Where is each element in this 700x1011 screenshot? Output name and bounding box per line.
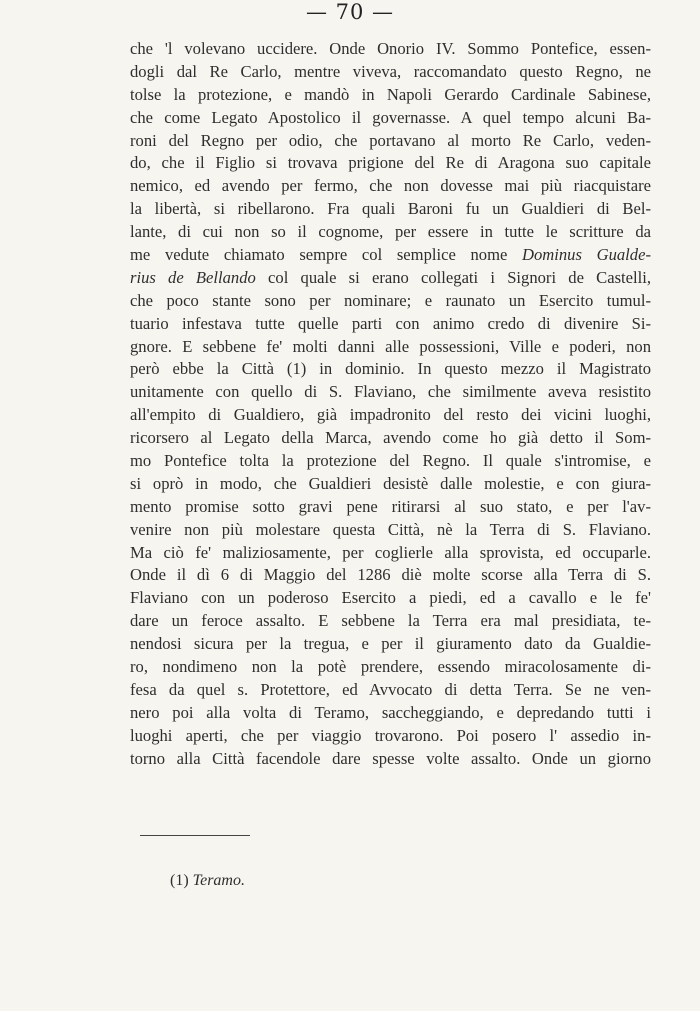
line-text: col quale si erano collegati i Signori de Castelli, bbox=[255, 267, 651, 287]
text-line bbox=[130, 610, 651, 633]
text-line bbox=[130, 427, 651, 450]
text-line bbox=[130, 358, 651, 381]
line-italic-text: rius de Bellando bbox=[130, 267, 256, 287]
text-line bbox=[130, 221, 651, 244]
text-line bbox=[130, 107, 651, 130]
text-line bbox=[130, 633, 651, 656]
line-text: tolse la protezione, e mandò in Napoli Gerardo Cardinale Sabinese, bbox=[130, 84, 651, 104]
text-line bbox=[130, 198, 651, 221]
footnote-marker: (1) bbox=[170, 872, 189, 889]
line-text: però ebbe la Città (1) in dominio. In questo mezzo il Magistrato bbox=[130, 359, 651, 379]
line-italic-text: Dominus Gualde- bbox=[522, 245, 651, 265]
line-text: mento promise sotto gravi pene ritirarsi al suo stato, e per l'av- bbox=[130, 496, 651, 516]
text-line bbox=[130, 404, 651, 427]
text-line bbox=[130, 679, 651, 702]
text-line bbox=[130, 381, 651, 404]
line-text: unitamente con quello di S. Flaviano, che similmente aveva resistito bbox=[130, 382, 651, 402]
line-text: si oprò in modo, che Gualdieri desistè dalle molestie, e con giura- bbox=[130, 473, 651, 493]
text-line bbox=[130, 38, 651, 61]
text-line bbox=[130, 313, 651, 336]
line-text: mo Pontefice tolta la protezione del Regno. Il quale s'intromise, e bbox=[130, 451, 651, 471]
text-line bbox=[130, 564, 651, 587]
line-text: torno alla Città facendole dare spesse volte assalto. Onde un giorno bbox=[130, 748, 651, 768]
line-text: do, che il Figlio si trovava prigione del Re di Aragona suo capitale bbox=[130, 153, 651, 173]
text-line bbox=[130, 130, 651, 153]
line-text: tuario infestava tutte quelle parti con animo credo di divenire Si- bbox=[130, 313, 651, 333]
text-line bbox=[130, 84, 651, 107]
footnote-divider bbox=[140, 835, 250, 836]
line-text: nemico, ed avendo per fermo, che non dovesse mai più riacquistare bbox=[130, 176, 651, 196]
line-text: Ma ciò fe' maliziosamente, per coglierle alla sprovista, ed occuparle. bbox=[130, 542, 651, 562]
line-text: Flaviano con un poderoso Esercito a piedi, ed a cavallo e le fe' bbox=[130, 588, 651, 608]
footnote-text: Teramo. bbox=[192, 872, 245, 889]
text-line bbox=[130, 725, 651, 748]
line-text: nendosi sicura per la tregua, e per il giuramento dato da Gualdie- bbox=[130, 634, 651, 654]
text-line bbox=[130, 290, 651, 313]
line-text: che come Legato Apostolico il governasse. A quel tempo alcuni Ba- bbox=[130, 107, 651, 127]
text-line bbox=[130, 267, 651, 290]
text-line bbox=[130, 496, 651, 519]
line-text: dare un feroce assalto. E sebbene la Terra era mal presidiata, te- bbox=[130, 611, 651, 631]
line-text: lante, di cui non so il cognome, per essere in tutte le scritture da bbox=[130, 222, 651, 242]
text-line bbox=[130, 748, 651, 771]
text-line bbox=[130, 656, 651, 679]
text-line bbox=[130, 175, 651, 198]
text-line bbox=[130, 473, 651, 496]
line-text: ro, nondimeno non la potè prendere, essendo miracolosamente di- bbox=[130, 657, 651, 677]
text-line bbox=[130, 587, 651, 610]
page-number: — 70 — bbox=[305, 0, 395, 24]
text-line bbox=[130, 519, 651, 542]
body-paragraph bbox=[130, 38, 651, 771]
line-text: ricorsero al Legato della Marca, avendo come ho già detto il Som- bbox=[130, 428, 651, 448]
text-line bbox=[130, 152, 651, 175]
text-line bbox=[130, 450, 651, 473]
footnote bbox=[170, 871, 245, 891]
line-text: luoghi aperti, che per viaggio trovarono. Poi posero l' assedio in- bbox=[130, 725, 651, 745]
line-text: me vedute chiamato sempre col semplice nome bbox=[130, 245, 523, 265]
text-line bbox=[130, 61, 651, 84]
line-text: Onde il dì 6 di Maggio del 1286 diè molte scorse alla Terra di S. bbox=[130, 565, 651, 585]
line-text: che poco stante sono per nominare; e raunato un Esercito tumul- bbox=[130, 290, 651, 310]
text-line bbox=[130, 336, 651, 359]
text-line bbox=[130, 542, 651, 565]
line-text: dogli dal Re Carlo, mentre viveva, raccomandato questo Regno, ne bbox=[130, 61, 651, 81]
line-text: che 'l volevano uccidere. Onde Onorio IV. Sommo Pontefice, essen- bbox=[130, 39, 651, 58]
text-line bbox=[130, 244, 651, 267]
line-text: nero poi alla volta di Teramo, saccheggiando, e depredando tutti i bbox=[130, 702, 651, 722]
line-text: all'empito di Gualdiero, già impadronito del resto dei vicini luoghi, bbox=[130, 405, 651, 425]
line-text: roni del Regno per odio, che portavano al morto Re Carlo, veden- bbox=[130, 130, 651, 150]
line-text: gnore. E sebbene fe' molti danni alle possessioni, Ville e poderi, non bbox=[130, 336, 651, 356]
line-text: la libertà, si ribellarono. Fra quali Baroni fu un Gualdieri di Bel- bbox=[130, 199, 651, 219]
text-line bbox=[130, 702, 651, 725]
line-text: venire non più molestare questa Città, nè la Terra di S. Flaviano. bbox=[130, 519, 651, 539]
line-text: fesa da quel s. Protettore, ed Avvocato di detta Terra. Se ne ven- bbox=[130, 679, 651, 699]
